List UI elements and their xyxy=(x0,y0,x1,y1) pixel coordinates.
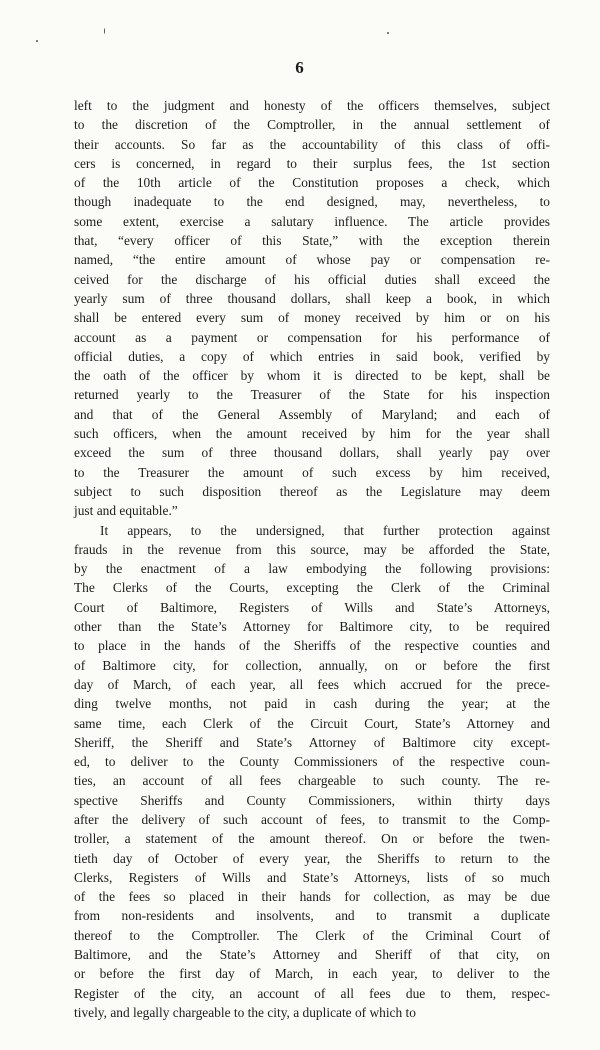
text-line: cers is concerned, in regard to their surplus fees, the 1st section xyxy=(74,155,550,171)
text-line: Register of the city, an account of all fees due to them, respec- xyxy=(74,985,550,1001)
page-number: 6 xyxy=(295,58,305,77)
paragraphs xyxy=(74,96,550,1022)
text-line: frauds in the revenue from this source, may be afforded the State, xyxy=(74,541,550,557)
text-line: the oath of the officer by whom it is directed to be kept, shall be xyxy=(74,368,550,384)
text-line: same time, each Clerk of the Circuit Court, State’s Attorney and xyxy=(74,715,550,731)
text-line: such officers, when the amount received by him for the year shall xyxy=(74,426,550,442)
body-text xyxy=(74,96,550,1022)
text-line: though inadequate to the end designed, may, nevertheless, to xyxy=(74,194,550,210)
text-line: tively, and legally chargeable to the city, a duplicate of which to xyxy=(74,1004,416,1020)
text-line: other than the State’s Attorney for Baltimore city, to be required xyxy=(74,619,550,635)
text-line: ties, an account of all fees chargeable to such county. The re- xyxy=(74,773,550,789)
print-speck xyxy=(387,32,389,34)
text-line: account as a payment or compensation for his performance of xyxy=(74,329,550,345)
text-line: day of March, of each year, all fees which accrued for the prece- xyxy=(74,676,550,692)
paragraph xyxy=(74,521,550,1023)
text-line: just and equitable.” xyxy=(74,503,178,519)
text-line: some extent, exercise a salutary influence. The article provides xyxy=(74,213,550,229)
text-line: Court of Baltimore, Registers of Wills and State’s Attorneys, xyxy=(74,599,550,615)
text-line: to place in the hands of the Sheriffs of the respective counties and xyxy=(74,638,550,654)
text-line: and that of the General Assembly of Maryland; and each of xyxy=(74,406,550,422)
text-line: troller, a statement of the amount thereof. On or before the twen- xyxy=(74,831,550,847)
text-line: exceed the sum of three thousand dollars, shall yearly pay over xyxy=(74,445,550,461)
text-line: spective Sheriffs and County Commissioners, within thirty days xyxy=(74,792,550,808)
text-line: subject to such disposition thereof as the Legislature may deem xyxy=(74,483,550,499)
text-line: thereof to the Comptroller. The Clerk of the Criminal Court of xyxy=(74,927,550,943)
text-line: returned yearly to the Treasurer of the State for his inspection xyxy=(74,387,550,403)
print-speck xyxy=(36,40,38,42)
text-line: named, “the entire amount of whose pay or compensation re- xyxy=(74,252,550,268)
text-line: that, “every officer of this State,” with the exception therein xyxy=(74,233,550,249)
text-line: or before the first day of March, in each year, to deliver to the xyxy=(74,966,550,982)
text-line: of the fees so placed in their hands for collection, as may be due xyxy=(74,889,550,905)
text-line: ed, to deliver to the County Commissioners of the respective coun- xyxy=(74,754,550,770)
text-line: after the delivery of such account of fees, to transmit to the Comp- xyxy=(74,811,550,827)
text-line: yearly sum of three thousand dollars, shall keep a book, in which xyxy=(74,290,550,306)
text-line: Clerks, Registers of Wills and State’s Attorneys, lists of so much xyxy=(74,869,550,885)
text-line: ceived for the discharge of his official duties shall exceed the xyxy=(74,271,550,287)
text-line: tieth day of October of every year, the Sheriffs to return to the xyxy=(74,850,550,866)
text-line: of the 10th article of the Constitution proposes a check, which xyxy=(74,175,550,191)
paragraph xyxy=(74,96,550,521)
text-line: their accounts. So far as the accountability of this class of offi- xyxy=(74,136,550,152)
text-line: to the discretion of the Comptroller, in the annual settlement of xyxy=(74,117,550,133)
text-line: Baltimore, and the State’s Attorney and Sheriff of that city, on xyxy=(74,947,550,963)
text-line: from non-residents and insolvents, and to transmit a duplicate xyxy=(74,908,550,924)
text-line: Sheriff, the Sheriff and State’s Attorney of Baltimore city except- xyxy=(74,734,550,750)
text-line: shall be entered every sum of money received by him or on his xyxy=(74,310,550,326)
text-line: ding twelve months, not paid in cash during the year; at the xyxy=(74,696,550,712)
text-line: The Clerks of the Courts, excepting the Clerk of the Criminal xyxy=(74,580,550,596)
text-line: by the enactment of a law embodying the following provisions: xyxy=(74,561,550,577)
print-speck xyxy=(104,28,105,34)
text-line: of Baltimore city, for collection, annually, on or before the first xyxy=(74,657,550,673)
text-line: to the Treasurer the amount of such excess by him received, xyxy=(74,464,550,480)
text-line: left to the judgment and honesty of the officers themselves, subject xyxy=(74,98,550,113)
text-line: official duties, a copy of which entries in said book, verified by xyxy=(74,348,550,364)
text-line: It appears, to the undersigned, that further protection against xyxy=(100,522,550,538)
